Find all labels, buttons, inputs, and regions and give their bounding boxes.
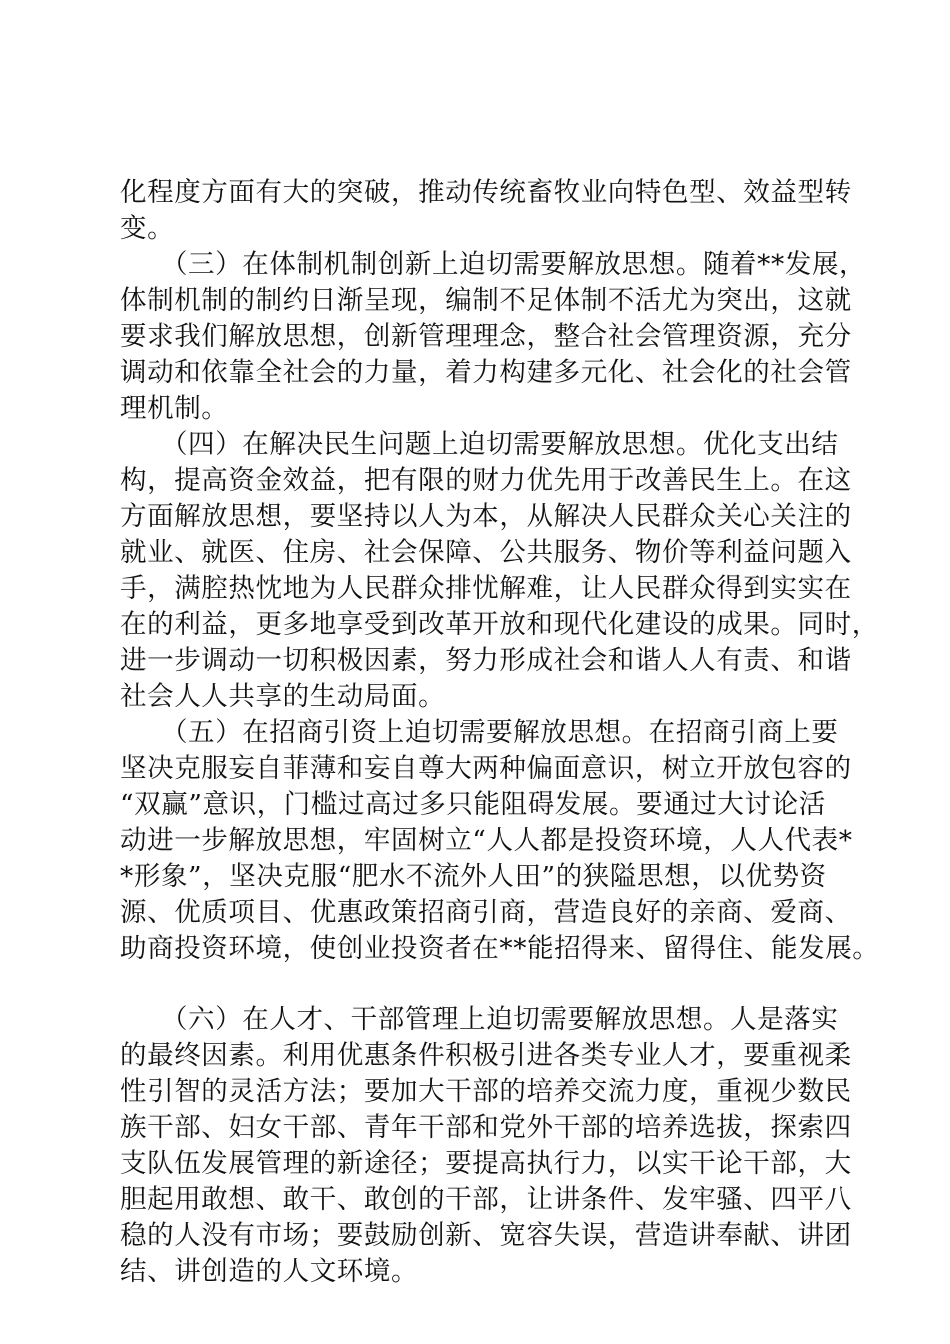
text-line: 社会人人共享的生动局面。 xyxy=(120,681,446,712)
text-line: 助商投资环境，使创业投资者在**能招得来、留得住、能发展。 xyxy=(120,933,880,964)
text-line: 动进一步解放思想，牢固树立“人人都是投资环境，人人代表* xyxy=(120,825,853,856)
text-line: 理机制。 xyxy=(120,393,229,424)
text-line: 支队伍发展管理的新途径；要提高执行力，以实干论干部，大 xyxy=(120,1148,852,1179)
text-line: （三）在体制机制创新上迫切需要解放思想。随着**发展， xyxy=(120,249,867,280)
text-line: （四）在解决民生问题上迫切需要解放思想。优化支出结 xyxy=(120,429,839,460)
text-line: 进一步调动一切积极因素，努力形成社会和谐人人有责、和谐 xyxy=(120,645,852,676)
text-line: （六）在人才、干部管理上迫切需要解放思想。人是落实 xyxy=(120,1004,839,1035)
text-line: 化程度方面有大的突破，推动传统畜牧业向特色型、效益型转 xyxy=(120,177,852,208)
text-line: 胆起用敢想、敢干、敢创的干部，让讲条件、发牢骚、四平八 xyxy=(120,1184,852,1215)
text-line: *形象”，坚决克服“肥水不流外人田”的狭隘思想，以优势资 xyxy=(120,861,827,892)
text-line: 在的利益，更多地享受到改革开放和现代化建设的成果。同时， xyxy=(120,609,879,640)
text-line: 族干部、妇女干部、青年干部和党外干部的培养选拔，探索四 xyxy=(120,1112,852,1143)
text-line: 变。 xyxy=(120,213,175,244)
text-line: 坚决克服妄自菲薄和妄自尊大两种偏面意识，树立开放包容的 xyxy=(120,753,852,784)
text-line: 结、讲创造的人文环境。 xyxy=(120,1256,419,1287)
text-line: 性引智的灵活方法；要加大干部的培养交流力度，重视少数民 xyxy=(120,1076,852,1107)
text-line: 就业、就医、住房、社会保障、公共服务、物价等利益问题入 xyxy=(120,537,852,568)
text-line: 要求我们解放思想，创新管理理念，整合社会管理资源，充分 xyxy=(120,321,852,352)
text-line: 方面解放思想，要坚持以人为本，从解决人民群众关心关注的 xyxy=(120,501,852,532)
text-line: 调动和依靠全社会的力量，着力构建多元化、社会化的社会管 xyxy=(120,357,852,388)
text-line: 手，满腔热忱地为人民群众排忧解难，让人民群众得到实实在 xyxy=(120,573,852,604)
text-line: 源、优质项目、优惠政策招商引商，营造良好的亲商、爱商、 xyxy=(120,897,852,928)
text-line: 稳的人没有市场；要鼓励创新、宽容失误，营造讲奉献、讲团 xyxy=(120,1220,852,1251)
text-line: 构，提高资金效益，把有限的财力优先用于改善民生上。在这 xyxy=(120,465,852,496)
text-line: 的最终因素。利用优惠条件积极引进各类专业人才，要重视柔 xyxy=(120,1040,852,1071)
text-line: 体制机制的制约日渐呈现，编制不足体制不活尤为突出，这就 xyxy=(120,285,852,316)
text-line: “双赢”意识，门槛过高过多只能阻碍发展。要通过大讨论活 xyxy=(120,789,826,820)
text-line: （五）在招商引资上迫切需要解放思想。在招商引商上要 xyxy=(120,717,839,748)
